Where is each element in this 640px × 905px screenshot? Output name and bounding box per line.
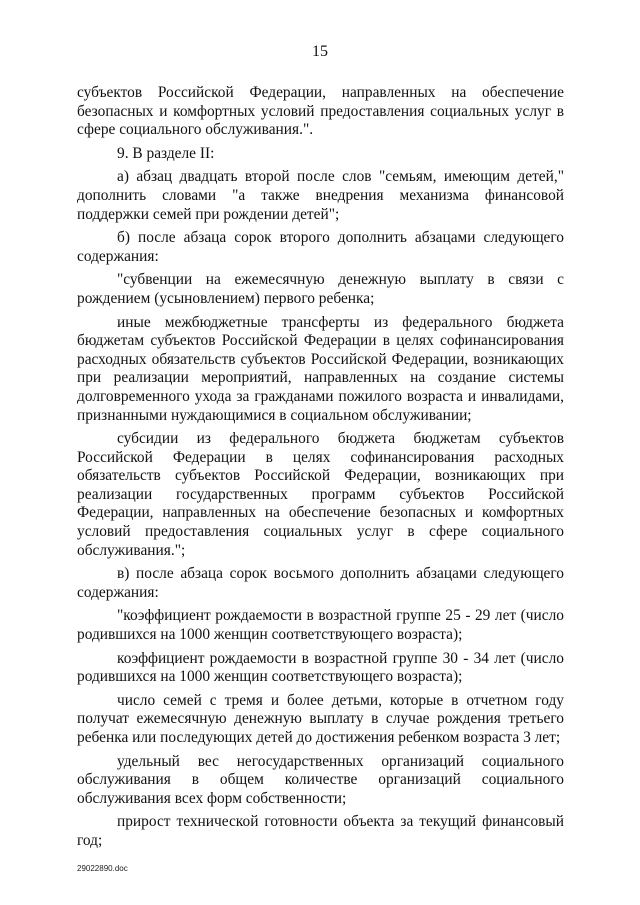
- paragraph-item-v: в) после абзаца сорок восьмого дополнить абзацами следующего содержания:: [77, 565, 564, 601]
- paragraph-construction-growth: прирост технической готовности объекта за текущий финансовый год;: [77, 813, 564, 849]
- paragraph-continuation: субъектов Российской Федерации, направленных на обеспечение безопасных и комфортных условий предоставления социальных услуг в сфере социального обслуживания.".: [77, 84, 564, 139]
- document-body: [77, 84, 564, 856]
- paragraph-birth-rate-25-29: "коэффициент рождаемости в возрастной группе 25 - 29 лет (число родившихся на 1000 женщин соответствующего возраста);: [77, 607, 564, 644]
- paragraph-section-heading: 9. В разделе II:: [117, 144, 215, 162]
- paragraph-item-a: а) абзац двадцать второй после слов "семьям, имеющим детей," дополнить словами "а также внедрения механизма финансовой поддержки семей при рождении детей";: [77, 168, 564, 223]
- paragraph-item-b: б) после абзаца сорок второго дополнить абзацами следующего содержания:: [77, 229, 564, 265]
- paragraph-subventions: "субвенции на ежемесячную денежную выплату в связи с рождением (усыновлением) первого ребенка;: [77, 271, 564, 307]
- paragraph-families-count: число семей с тремя и более детьми, которые в отчетном году получат ежемесячную денежную выплату в случае рождения третьего ребенка или последующих детей до достижения ребенком возраста 3 лет;: [77, 691, 564, 746]
- footer-file-code: 29022890.doc: [77, 864, 128, 873]
- paragraph-nongov-share: удельный вес негосударственных организаций социального обслуживания в общем количестве организаций социального обслуживания всех форм собственности;: [77, 752, 564, 807]
- paragraph-subsidies: субсидии из федерального бюджета бюджетам субъектов Российской Федерации в целях софинансирования расходных обязательств субъектов Российской Федерации, возникающих при реализации государственных программ субъектов Российской Федерации, направленных на обеспечение безопасных и комфортных условий предоставления социальных услуг в сфере социального обслуживания.";: [77, 430, 564, 559]
- paragraph-transfers: иные межбюджетные трансферты из федерального бюджета бюджетам субъектов Российской Федерации в целях софинансирования расходных обязательств субъектов Российской Федерации, возникающих при реализации мероприятий, направленных на создание системы долговременного ухода за гражданами пожилого возраста и инвалидами, признанными нуждающимися в социальном обслуживании;: [77, 313, 564, 424]
- page-number: 15: [312, 43, 328, 60]
- paragraph-birth-rate-30-34: коэффициент рождаемости в возрастной группе 30 - 34 лет (число родившихся на 1000 женщин соответствующего возраста);: [77, 649, 564, 686]
